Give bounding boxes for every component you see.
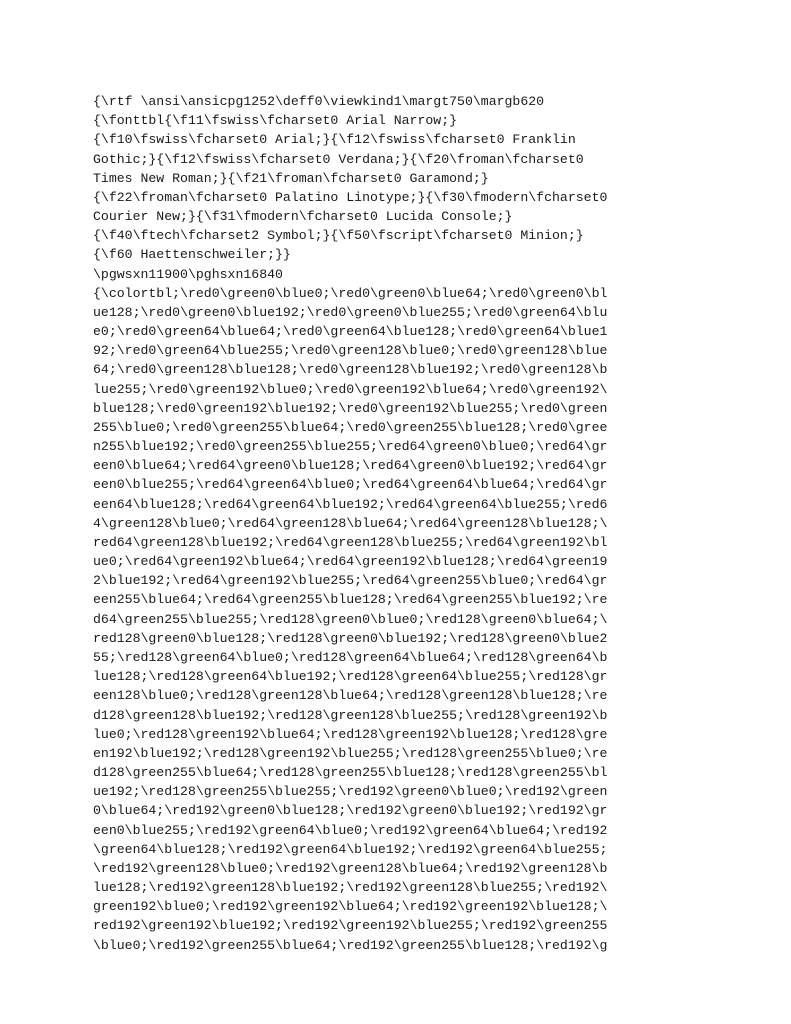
text-line: Times New Roman;}{\f21\froman\fcharset0 Garamond;} [93,170,489,186]
text-line: ue0;\red64\green192\blue64;\red64\green192\blue128;\red64\green19 [93,554,608,570]
text-line: een0\blue64;\red64\green0\blue128;\red64\green0\blue192;\red64\gr [93,458,608,474]
text-line: n255\blue192;\red0\green255\blue255;\red64\green0\blue0;\red64\gr [93,439,608,455]
text-line: een255\blue64;\red64\green255\blue128;\red64\green255\blue192;\re [93,592,608,608]
text-line: lue255;\red0\green192\blue0;\red0\green192\blue64;\red0\green192\ [93,381,608,397]
text-line: 64;\red0\green128\blue128;\red0\green128\blue192;\red0\green128\b [93,362,608,378]
text-line: {\colortbl;\red0\green0\blue0;\red0\green0\blue64;\red0\green0\bl [93,285,608,301]
text-line: {\rtf \ansi\ansicpg1252\deff0\viewkind1\margt750\margb620 [93,94,545,109]
text-line: d128\green255\blue64;\red128\green255\blue128;\red128\green255\bl [93,765,608,781]
text-line: e0;\red0\green64\blue64;\red0\green64\blue128;\red0\green64\blue1 [93,324,608,340]
text-line: 0\blue64;\red192\green0\blue128;\red192\green0\blue192;\red192\gr [93,803,608,819]
text-line: ue128;\red0\green0\blue192;\red0\green0\blue255;\red0\green64\blu [93,304,608,320]
text-line: d64\green255\blue255;\red128\green0\blue0;\red128\green0\blue64;\ [93,611,608,627]
text-line: 4\green128\blue0;\red64\green128\blue64;\red64\green128\blue128;\ [93,515,608,531]
text-line: en192\blue192;\red128\green192\blue255;\red128\green255\blue0;\re [93,745,608,761]
text-line: lue128;\red128\green64\blue192;\red128\green64\blue255;\red128\gr [93,669,608,685]
text-line: een0\blue255;\red64\green64\blue0;\red64\green64\blue64;\red64\gr [93,477,608,493]
text-line: {\f22\froman\fcharset0 Palatino Linotype;}{\f30\fmodern\fcharset0 [93,189,608,205]
text-line: {\f60 Haettenschweiler;}} [93,247,291,263]
text-line: \blue0;\red192\green255\blue64;\red192\green255\blue128;\red192\g [93,937,608,953]
text-line: ue192;\red128\green255\blue255;\red192\green0\blue0;\red192\green [93,784,608,800]
text-line: blue128;\red0\green192\blue192;\red0\green192\blue255;\red0\green [93,400,608,416]
text-line: 2\blue192;\red64\green192\blue255;\red64\green255\blue0;\red64\gr [93,573,608,589]
rtf-source-text [93,92,713,955]
text-line: d128\green128\blue192;\red128\green128\blue255;\red128\green192\b [93,707,608,723]
text-line: {\f40\ftech\fcharset2 Symbol;}{\f50\fscript\fcharset0 Minion;} [93,228,584,244]
text-line: red192\green192\blue192;\red192\green192\blue255;\red192\green255 [93,918,608,934]
text-line: {\f10\fswiss\fcharset0 Arial;}{\f12\fswiss\fcharset0 Franklin [93,132,576,148]
text-line: een0\blue255;\red192\green64\blue0;\red192\green64\blue64;\red192 [93,822,608,838]
text-line: Courier New;}{\f31\fmodern\fcharset0 Lucida Console;} [93,209,513,225]
text-line: {\fonttbl{\f11\fswiss\fcharset0 Arial Narrow;} [93,113,458,129]
text-line: een128\blue0;\red128\green128\blue64;\red128\green128\blue128;\re [93,688,608,704]
text-line: 55;\red128\green64\blue0;\red128\green64\blue64;\red128\green64\b [93,649,608,665]
text-line: red64\green128\blue192;\red64\green128\blue255;\red64\green192\bl [93,534,608,550]
text-line: een64\blue128;\red64\green64\blue192;\red64\green64\blue255;\red6 [93,496,608,512]
text-line: \green64\blue128;\red192\green64\blue192;\red192\green64\blue255; [93,841,608,857]
text-line: red128\green0\blue128;\red128\green0\blue192;\red128\green0\blue2 [93,630,608,646]
text-line: green192\blue0;\red192\green192\blue64;\red192\green192\blue128;\ [93,899,608,915]
text-line: lue128;\red192\green128\blue192;\red192\green128\blue255;\red192\ [93,880,608,896]
text-line: lue0;\red128\green192\blue64;\red128\green192\blue128;\red128\gre [93,726,608,742]
text-line: 92;\red0\green64\blue255;\red0\green128\blue0;\red0\green128\blue [93,343,608,359]
text-line: \pgwsxn11900\pghsxn16840 [93,266,283,282]
text-line: \red192\green128\blue0;\red192\green128\blue64;\red192\green128\b [93,860,608,876]
text-line: Gothic;}{\f12\fswiss\fcharset0 Verdana;}{\f20\froman\fcharset0 [93,151,584,167]
text-line: 255\blue0;\red0\green255\blue64;\red0\green255\blue128;\red0\gree [93,419,608,435]
